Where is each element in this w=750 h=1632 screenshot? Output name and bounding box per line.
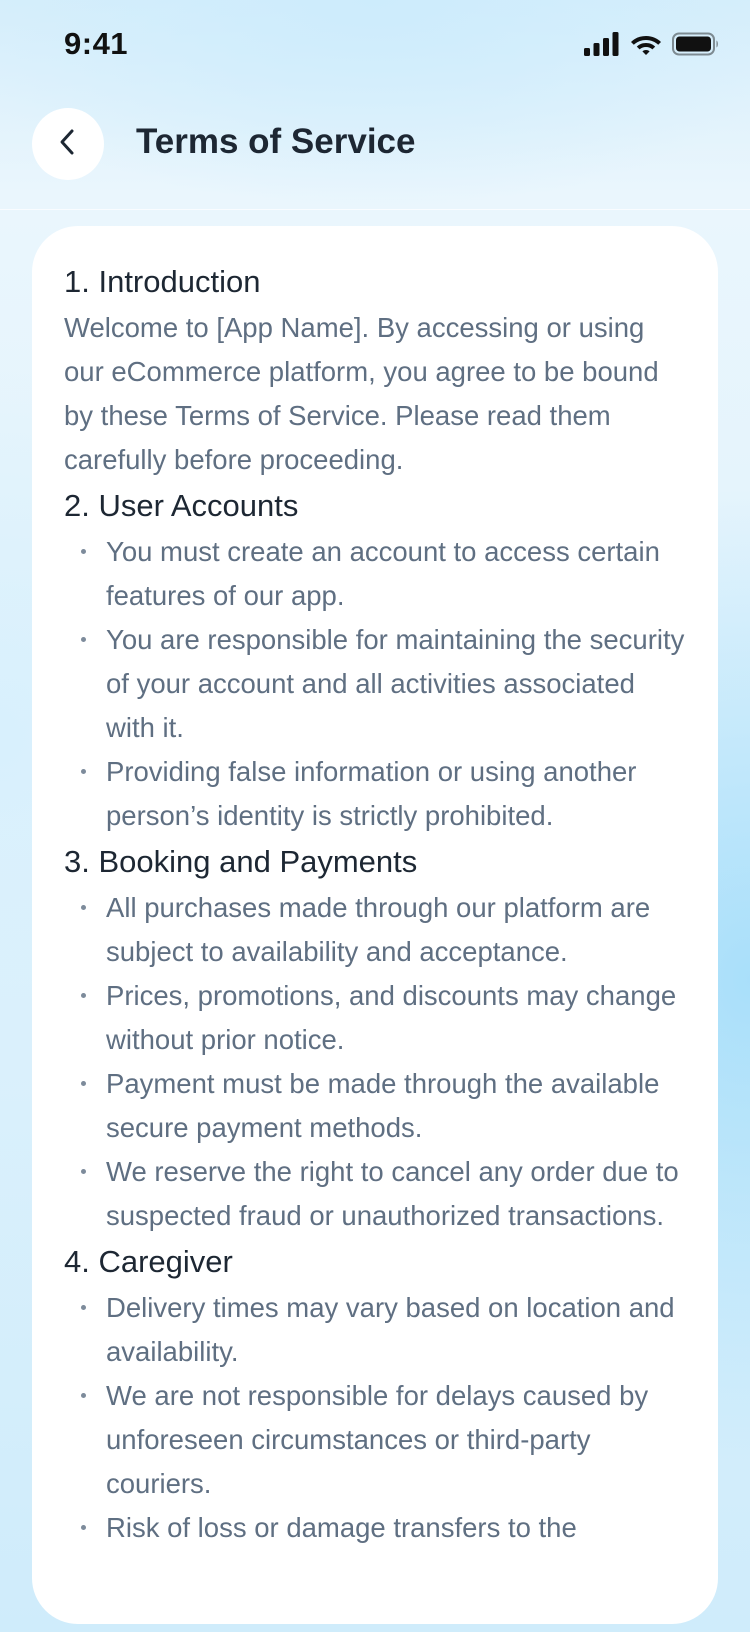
status-bar <box>0 0 750 92</box>
section-heading: 1. Introduction <box>64 264 261 299</box>
list-item-text: Payment must be made through the available secure payment methods. <box>106 1068 660 1143</box>
cellular-signal-icon <box>584 32 620 56</box>
list-item-text: Prices, promotions, and discounts may change without prior notice. <box>106 980 677 1055</box>
list-item <box>64 974 686 1062</box>
list-item <box>64 1286 686 1374</box>
status-time: 9:41 <box>64 26 129 61</box>
list-item-text: You are responsible for maintaining the security of your account and all activities associated with it. <box>106 624 685 743</box>
section-user-accounts <box>64 484 686 838</box>
list-item <box>64 750 686 838</box>
list-item-text: Providing false information or using another person’s identity is strictly prohibited. <box>106 756 637 831</box>
section-heading: 2. User Accounts <box>64 488 299 523</box>
chevron-left-icon <box>57 127 79 162</box>
list-item <box>64 530 686 618</box>
section-paragraph: Welcome to [App Name]. By accessing or using our eCommerce platform, you agree to be bound by these Terms of Service. Please read them carefully before proceeding. <box>64 312 659 475</box>
wifi-icon <box>630 32 662 56</box>
bullet-dot-icon <box>81 1525 86 1530</box>
bullet-dot-icon <box>81 549 86 554</box>
section-caregiver <box>64 1240 686 1550</box>
header <box>0 92 750 210</box>
list-item-text: We reserve the right to cancel any order due to suspected fraud or unauthorized transactions. <box>106 1156 679 1231</box>
list-item <box>64 1062 686 1150</box>
bullet-list <box>64 886 686 1238</box>
list-item-text: All purchases made through our platform are subject to availability and acceptance. <box>106 892 651 967</box>
back-button[interactable] <box>32 108 104 180</box>
bullet-dot-icon <box>81 1169 86 1174</box>
bullet-dot-icon <box>81 1081 86 1086</box>
battery-icon <box>672 32 720 56</box>
list-item <box>64 618 686 750</box>
bullet-dot-icon <box>81 1393 86 1398</box>
status-icons <box>584 32 720 56</box>
list-item-text: Risk of loss or damage transfers to the <box>106 1512 577 1543</box>
list-item-text: We are not responsible for delays caused by unforeseen circumstances or third-party couriers. <box>106 1380 649 1499</box>
section-booking-payments <box>64 840 686 1238</box>
list-item <box>64 1374 686 1506</box>
section-introduction <box>64 260 686 482</box>
bullet-dot-icon <box>81 993 86 998</box>
section-heading: 3. Booking and Payments <box>64 844 418 879</box>
section-heading: 4. Caregiver <box>64 1244 233 1279</box>
list-item-text: You must create an account to access certain features of our app. <box>106 536 660 611</box>
bullet-dot-icon <box>81 905 86 910</box>
bullet-list <box>64 530 686 838</box>
list-item <box>64 1506 686 1550</box>
list-item <box>64 1150 686 1238</box>
bullet-dot-icon <box>81 1305 86 1310</box>
bullet-list <box>64 1286 686 1550</box>
bullet-dot-icon <box>81 769 86 774</box>
page-title: Terms of Service <box>136 122 416 161</box>
list-item-text: Delivery times may vary based on location and availability. <box>106 1292 675 1367</box>
terms-content-card[interactable] <box>32 226 718 1624</box>
bullet-dot-icon <box>81 637 86 642</box>
list-item <box>64 886 686 974</box>
